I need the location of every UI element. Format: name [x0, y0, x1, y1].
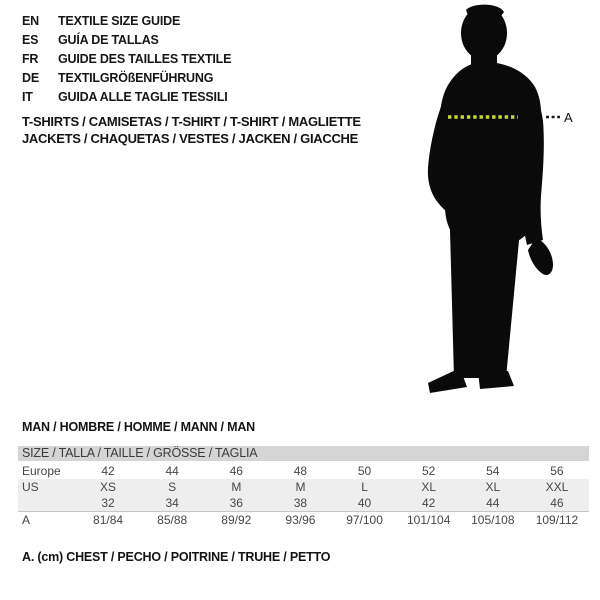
cell: XS — [76, 479, 140, 495]
language-row-it — [22, 88, 231, 107]
cell: 81/84 — [76, 512, 140, 529]
language-label: GUIDE DES TAILLES TEXTILE — [58, 52, 232, 66]
cell: 89/92 — [204, 512, 268, 529]
language-code: IT — [22, 90, 33, 104]
cell: 54 — [486, 464, 500, 478]
cell: 48 — [293, 464, 308, 478]
table-row-us — [18, 479, 589, 495]
language-code: EN — [22, 14, 39, 28]
cell: XL — [397, 479, 461, 495]
table-row-uk — [18, 495, 589, 512]
cell: 97/100 — [333, 512, 397, 529]
language-row-es — [22, 31, 231, 50]
section-title-man: MAN / HOMBRE / HOMME / MANN / MAN — [22, 420, 255, 434]
cell: 105/108 — [461, 512, 525, 529]
cell: 34 — [140, 495, 204, 512]
language-code: FR — [22, 52, 39, 66]
cell: 109/112 — [525, 512, 589, 529]
cell: XXL — [525, 479, 589, 495]
cell: 44 — [165, 464, 179, 478]
category-jackets: JACKETS / CHAQUETAS / VESTES / JACKEN / GIACCHE — [22, 131, 358, 146]
size-table-header-row — [18, 446, 589, 462]
cell: L — [333, 479, 397, 495]
cell: 44 — [461, 495, 525, 512]
cell: 56 — [550, 464, 564, 478]
cell: 85/88 — [140, 512, 204, 529]
row-label: US — [18, 479, 76, 495]
man-silhouette — [400, 0, 600, 410]
cell: 32 — [76, 495, 140, 512]
man-silhouette-figure — [400, 0, 600, 410]
size-table-header: SIZE / TALLA / TAILLE / GRÖSSE / TAGLIA — [18, 446, 589, 462]
cell: 42 — [397, 495, 461, 512]
size-table — [18, 446, 589, 528]
cell: 36 — [204, 495, 268, 512]
language-label: GUÍA DE TALLAS — [58, 33, 159, 47]
cell: 93/96 — [268, 512, 332, 529]
cell: 46 — [229, 464, 243, 478]
cell: 38 — [268, 495, 332, 512]
row-label: Europe — [22, 464, 61, 478]
cell: M — [268, 479, 332, 495]
language-row-en — [22, 12, 231, 31]
cell: 40 — [333, 495, 397, 512]
language-code: DE — [22, 71, 39, 85]
cell: 46 — [525, 495, 589, 512]
garment-categories — [22, 113, 361, 147]
cell: 101/104 — [397, 512, 461, 529]
category-tshirts: T-SHIRTS / CAMISETAS / T-SHIRT / T-SHIRT / MAGLIETTE — [22, 114, 361, 129]
cell: M — [204, 479, 268, 495]
table-row-europe — [18, 462, 589, 479]
cell: 52 — [422, 464, 436, 478]
language-label: TEXTILE SIZE GUIDE — [58, 14, 181, 28]
measurement-footnote: A. (cm) CHEST / PECHO / POITRINE / TRUHE / PETTO — [22, 550, 331, 564]
row-label: A — [18, 512, 76, 529]
language-code: ES — [22, 33, 39, 47]
row-label — [18, 495, 76, 512]
language-row-de — [22, 69, 231, 88]
language-label: GUIDA ALLE TAGLIE TESSILI — [58, 90, 228, 104]
language-label: TEXTILGRÖßENFÜHRUNG — [58, 71, 214, 85]
cell: XL — [461, 479, 525, 495]
cell: 50 — [357, 464, 372, 478]
language-row-fr — [22, 50, 231, 69]
table-row-chest-a — [18, 512, 589, 529]
cell: 42 — [101, 464, 115, 478]
cell: S — [140, 479, 204, 495]
measure-label-a: A — [564, 110, 573, 125]
language-guide-list — [22, 12, 231, 107]
